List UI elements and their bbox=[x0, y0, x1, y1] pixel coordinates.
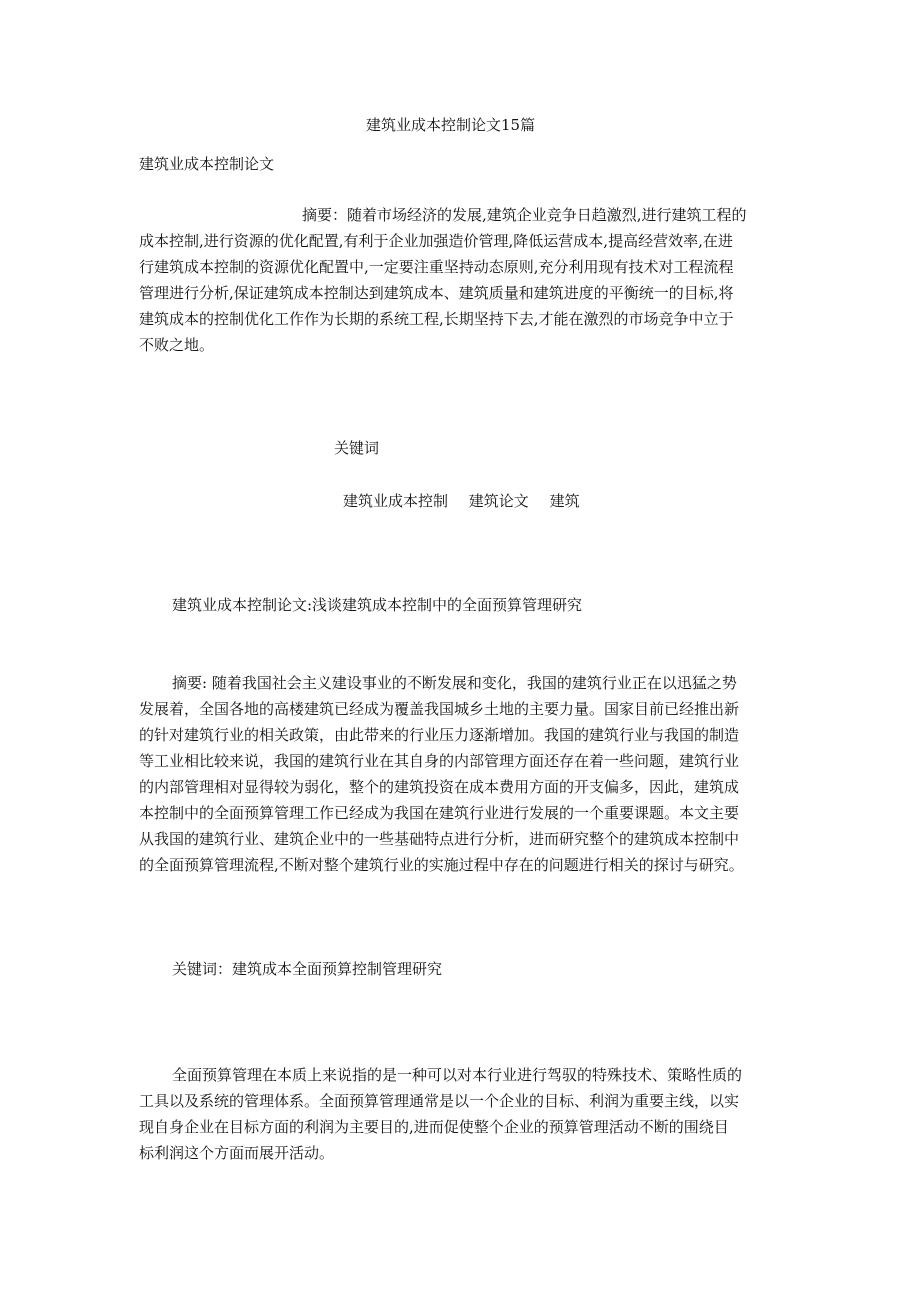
abstract-1-line: 建筑成本的控制优化工作作为长期的系统工程,长期坚持下去,才能在激烈的市场竞争中立于 bbox=[139, 310, 734, 328]
abstract-1-line: 行建筑成本控制的资源优化配置中,一定要注重坚持动态原则,充分利用现有技术对工程流程 bbox=[139, 258, 734, 276]
body-line: 现自身企业在目标方面的利润为主要目的,进而促使整个企业的预算管理活动不断的围绕目 bbox=[139, 1118, 729, 1136]
article-title: 建筑业成本控制论文:浅谈建筑成本控制中的全面预算管理研究 bbox=[172, 596, 583, 614]
document-subtitle: 建筑业成本控制论文 bbox=[139, 155, 275, 173]
keywords-heading: 关键词 bbox=[334, 439, 380, 457]
abstract-2-line: 的全面预算管理流程,不断对整个建筑行业的实施过程中存在的问题进行相关的探讨与研究。 bbox=[139, 856, 744, 874]
body-line: 工具以及系统的管理体系。全面预算管理通常是以一个企业的目标、利润为重要主线，以实 bbox=[139, 1092, 740, 1110]
keywords-line-2: 关键词：建筑成本全面预算控制管理研究 bbox=[172, 960, 443, 978]
abstract-paragraph-1 bbox=[139, 202, 747, 358]
abstract-1-line: 不败之地。 bbox=[139, 336, 215, 354]
keyword: 建筑论文 bbox=[468, 492, 529, 510]
abstract-2-line: 从我国的建筑行业、建筑企业中的一些基础特点进行分析，进而研究整个的建筑成本控制中 bbox=[139, 830, 740, 848]
keyword: 建筑业成本控制 bbox=[343, 492, 449, 510]
body-line: 全面预算管理在本质上来说指的是一种可以对本行业进行驾驭的特殊技术、策略性质的 bbox=[172, 1066, 743, 1084]
abstract-1-line: 管理进行分析,保证建筑成本控制达到建筑成本、建筑质量和建筑进度的平衡统一的目标,将 bbox=[139, 284, 734, 302]
abstract-2-line: 发展着，全国各地的高楼建筑已经成为覆盖我国城乡土地的主要力量。国家目前已经推出新 bbox=[139, 700, 740, 718]
abstract-2-line: 等工业相比较来说，我国的建筑行业在其自身的内部管理方面还存在着一些问题，建筑行业 bbox=[139, 752, 740, 770]
body-paragraph bbox=[139, 1062, 742, 1166]
keyword: 建筑 bbox=[549, 492, 580, 510]
abstract-2-line: 摘要: 随着我国社会主义建设事业的不断发展和变化，我国的建筑行业正在以迅猛之势 bbox=[172, 674, 737, 692]
abstract-1-line: 成本控制,进行资源的优化配置,有利于企业加强造价管理,降低运营成本,提高经营效率,在进 bbox=[139, 232, 733, 250]
document-title: 建筑业成本控制论文15篇 bbox=[366, 116, 536, 134]
keywords-list bbox=[343, 494, 580, 509]
abstract-paragraph-2 bbox=[139, 670, 744, 878]
abstract-2-line: 本控制中的全面预算管理工作已经成为我国在建筑行业进行发展的一个重要课题。本文主要 bbox=[139, 804, 740, 822]
abstract-2-line: 的内部管理相对显得较为弱化，整个的建筑投资在成本费用方面的开支偏多，因此，建筑成 bbox=[139, 778, 740, 796]
body-line: 标利润这个方面而展开活动。 bbox=[139, 1144, 335, 1162]
abstract-1-line: 摘要：随着市场经济的发展,建筑企业竞争日趋激烈,进行建筑工程的 bbox=[302, 206, 747, 224]
abstract-2-line: 的针对建筑行业的相关政策，由此带来的行业压力逐渐增加。我国的建筑行业与我国的制造 bbox=[139, 726, 740, 744]
